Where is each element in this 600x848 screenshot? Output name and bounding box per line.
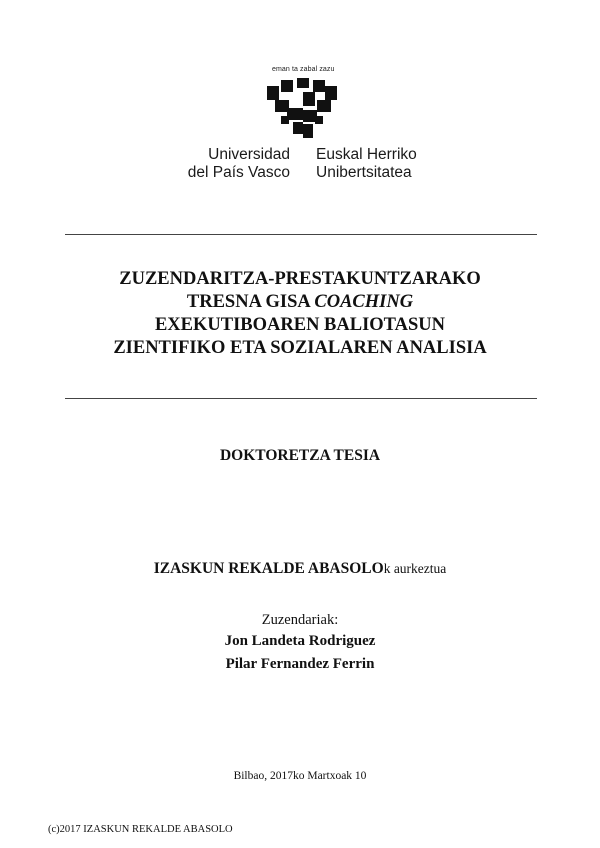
author-suffix: k aurkeztua bbox=[383, 561, 447, 576]
director-2: Pilar Fernandez Ferrin bbox=[225, 656, 375, 672]
place-date: Bilbao, 2017ko Martxoak 10 bbox=[233, 770, 367, 782]
title-line-3: EXEKUTIBOAREN BALIOTASUN bbox=[154, 315, 446, 335]
title-line-4: ZIENTIFIKO ETA SOZIALAREN ANALISIA bbox=[113, 338, 487, 358]
university-name-spanish-line2: del País Vasco bbox=[187, 164, 290, 181]
thesis-type: DOKTORETZA TESIA bbox=[219, 447, 381, 464]
logo-motto: eman ta zabal zazu bbox=[272, 66, 335, 73]
title-line-1: ZUZENDARITZA-PRESTAKUNTZARAKO bbox=[119, 269, 481, 289]
title-line-2-prefix: TRESNA GISA bbox=[186, 292, 315, 312]
university-name-basque-line2: Unibertsitatea bbox=[316, 164, 412, 181]
author-line bbox=[0, 560, 600, 578]
title-line-2-italic: COACHING bbox=[314, 292, 414, 312]
author-name: IZASKUN REKALDE ABASOLO bbox=[153, 560, 384, 577]
upv-ehu-emblem-icon bbox=[267, 78, 337, 140]
university-name-spanish bbox=[176, 146, 290, 182]
copyright-notice: (c)2017 IZASKUN REKALDE ABASOLO bbox=[48, 824, 233, 835]
thesis-title bbox=[0, 268, 600, 360]
university-name-basque bbox=[316, 146, 446, 182]
directors-label: Zuzendariak: bbox=[261, 612, 339, 628]
title-line-2 bbox=[0, 291, 600, 314]
university-name-basque-line1: Euskal Herriko bbox=[316, 146, 417, 163]
top-divider bbox=[65, 234, 537, 235]
bottom-divider bbox=[65, 398, 537, 399]
director-1: Jon Landeta Rodriguez bbox=[224, 633, 376, 649]
university-name-spanish-line1: Universidad bbox=[208, 146, 290, 163]
